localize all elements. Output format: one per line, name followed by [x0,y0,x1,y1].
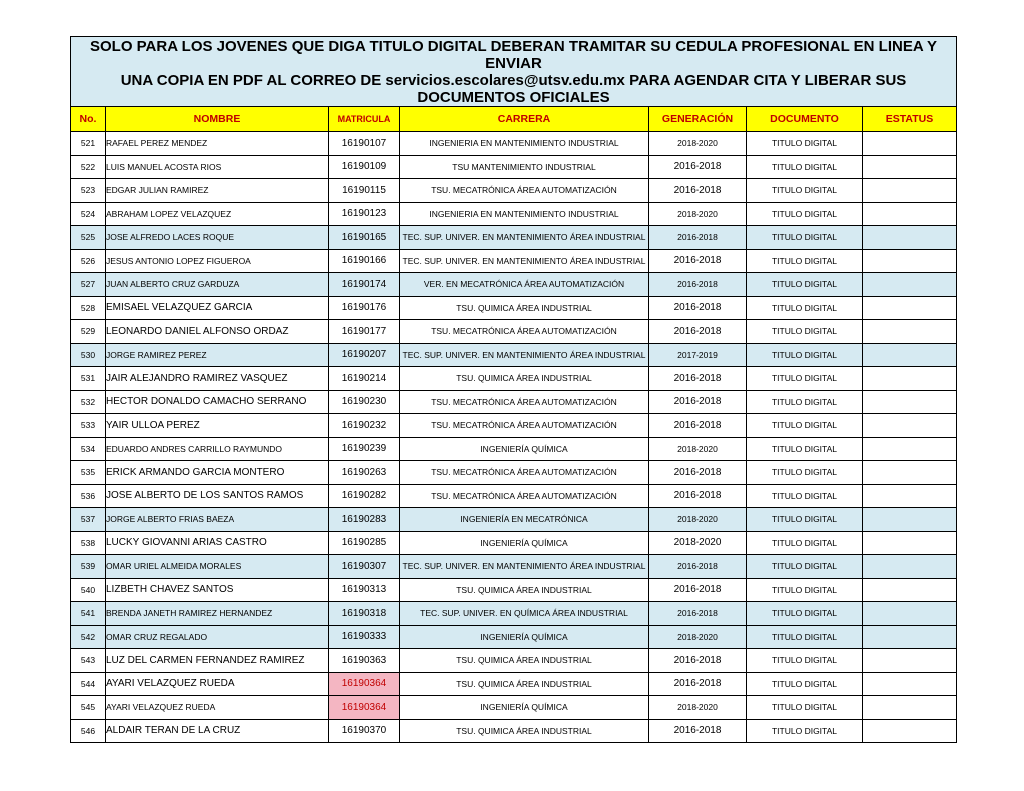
cell-nombre: RAFAEL PEREZ MENDEZ [106,132,329,156]
cell-documento: TITULO DIGITAL [747,273,863,297]
cell-nombre: LUZ DEL CARMEN FERNANDEZ RAMIREZ [106,649,329,673]
col-header-estatus: ESTATUS [863,107,957,132]
cell-matricula: 16190307 [329,555,400,579]
cell-matricula: 16190333 [329,625,400,649]
cell-matricula: 16190370 [329,719,400,743]
cell-generacion: 2017-2019 [649,343,747,367]
cell-carrera: TSU. QUIMICA ÁREA INDUSTRIAL [400,719,649,743]
cell-estatus [863,484,957,508]
cell-no: 528 [71,296,106,320]
notice-line-3: DOCUMENTOS OFICIALES [417,89,610,106]
cell-estatus [863,531,957,555]
cell-nombre: OMAR CRUZ REGALADO [106,625,329,649]
cell-no: 534 [71,437,106,461]
cell-generacion: 2016-2018 [649,555,747,579]
cell-documento: TITULO DIGITAL [747,672,863,696]
cell-estatus [863,226,957,250]
cell-nombre: AYARI VELAZQUEZ RUEDA [106,696,329,720]
col-header-nombre: NOMBRE [106,107,329,132]
table-row [71,555,957,579]
table-row [71,649,957,673]
cell-estatus [863,320,957,344]
cell-generacion: 2018-2020 [649,508,747,532]
cell-carrera: INGENIERÍA EN MECATRÓNICA [400,508,649,532]
cell-generacion: 2016-2018 [649,461,747,485]
cell-generacion: 2016-2018 [649,649,747,673]
cell-no: 523 [71,179,106,203]
table-row [71,696,957,720]
cell-documento: TITULO DIGITAL [747,719,863,743]
cell-matricula: 16190364 [329,672,400,696]
cell-nombre: JUAN ALBERTO CRUZ GARDUZA [106,273,329,297]
table-row [71,296,957,320]
cell-estatus [863,437,957,461]
cell-no: 546 [71,719,106,743]
cell-matricula: 16190285 [329,531,400,555]
cell-generacion: 2018-2020 [649,531,747,555]
cell-documento: TITULO DIGITAL [747,390,863,414]
cell-generacion: 2016-2018 [649,367,747,391]
cell-carrera: INGENIERIA EN MANTENIMIENTO INDUSTRIAL [400,132,649,156]
cell-generacion: 2018-2020 [649,625,747,649]
cell-matricula: 16190239 [329,437,400,461]
cell-carrera: VER. EN MECATRÓNICA ÁREA AUTOMATIZACIÓN [400,273,649,297]
cell-nombre: EDGAR JULIAN RAMIREZ [106,179,329,203]
cell-documento: TITULO DIGITAL [747,226,863,250]
cell-nombre: JORGE ALBERTO FRIAS BAEZA [106,508,329,532]
cell-matricula: 16190214 [329,367,400,391]
cell-nombre: LUIS MANUEL ACOSTA RIOS [106,155,329,179]
cell-documento: TITULO DIGITAL [747,578,863,602]
cell-documento: TITULO DIGITAL [747,484,863,508]
cell-carrera: TSU. MECATRÓNICA ÁREA AUTOMATIZACIÓN [400,179,649,203]
cell-documento: TITULO DIGITAL [747,602,863,626]
cell-carrera: INGENIERÍA QUÍMICA [400,625,649,649]
cell-no: 526 [71,249,106,273]
notice-line-1: SOLO PARA LOS JOVENES QUE DIGA TITULO DIGITAL DEBERAN TRAMITAR SU CEDULA PROFESIONAL EN LINEA Y ENVIAR [90,38,937,72]
cell-matricula: 16190166 [329,249,400,273]
cell-carrera: TSU. MECATRÓNICA ÁREA AUTOMATIZACIÓN [400,414,649,438]
cell-estatus [863,578,957,602]
cell-carrera: INGENIERÍA QUÍMICA [400,696,649,720]
cell-generacion: 2016-2018 [649,320,747,344]
table-row [71,273,957,297]
cell-matricula: 16190364 [329,696,400,720]
table-row [71,719,957,743]
cell-estatus [863,649,957,673]
cell-generacion: 2016-2018 [649,719,747,743]
cell-no: 544 [71,672,106,696]
cell-documento: TITULO DIGITAL [747,649,863,673]
table-row [71,437,957,461]
cell-no: 541 [71,602,106,626]
cell-documento: TITULO DIGITAL [747,461,863,485]
cell-estatus [863,249,957,273]
cell-nombre: EDUARDO ANDRES CARRILLO RAYMUNDO [106,437,329,461]
cell-generacion: 2018-2020 [649,202,747,226]
cell-matricula: 16190165 [329,226,400,250]
cell-nombre: JORGE RAMIREZ PEREZ [106,343,329,367]
cell-nombre: HECTOR DONALDO CAMACHO SERRANO [106,390,329,414]
cell-estatus [863,179,957,203]
cell-generacion: 2018-2020 [649,132,747,156]
cell-nombre: JAIR ALEJANDRO RAMIREZ VASQUEZ [106,367,329,391]
cell-no: 531 [71,367,106,391]
cell-estatus [863,343,957,367]
cell-carrera: INGENIERÍA QUÍMICA [400,531,649,555]
cell-carrera: TSU. QUIMICA ÁREA INDUSTRIAL [400,649,649,673]
cell-documento: TITULO DIGITAL [747,508,863,532]
table-row [71,343,957,367]
cell-matricula: 16190263 [329,461,400,485]
student-table [70,36,957,743]
cell-carrera: TEC. SUP. UNIVER. EN MANTENIMIENTO ÁREA INDUSTRIAL [400,555,649,579]
cell-carrera: TSU MANTENIMIENTO INDUSTRIAL [400,155,649,179]
cell-documento: TITULO DIGITAL [747,179,863,203]
cell-no: 522 [71,155,106,179]
cell-generacion: 2016-2018 [649,226,747,250]
table-row [71,672,957,696]
table-body [71,132,957,743]
cell-documento: TITULO DIGITAL [747,414,863,438]
table-row [71,414,957,438]
table-row [71,155,957,179]
cell-no: 545 [71,696,106,720]
cell-carrera: TSU. MECATRÓNICA ÁREA AUTOMATIZACIÓN [400,461,649,485]
cell-estatus [863,672,957,696]
cell-no: 530 [71,343,106,367]
cell-matricula: 16190123 [329,202,400,226]
cell-carrera: TSU. MECATRÓNICA ÁREA AUTOMATIZACIÓN [400,320,649,344]
cell-estatus [863,625,957,649]
cell-estatus [863,367,957,391]
table-row [71,179,957,203]
cell-documento: TITULO DIGITAL [747,531,863,555]
cell-no: 525 [71,226,106,250]
cell-documento: TITULO DIGITAL [747,249,863,273]
cell-no: 543 [71,649,106,673]
cell-matricula: 16190174 [329,273,400,297]
cell-generacion: 2016-2018 [649,273,747,297]
cell-matricula: 16190207 [329,343,400,367]
cell-generacion: 2016-2018 [649,179,747,203]
cell-matricula: 16190318 [329,602,400,626]
cell-estatus [863,414,957,438]
cell-matricula: 16190282 [329,484,400,508]
cell-generacion: 2016-2018 [649,578,747,602]
cell-generacion: 2018-2020 [649,696,747,720]
cell-nombre: JOSE ALFREDO LACES ROQUE [106,226,329,250]
col-header-carrera: CARRERA [400,107,649,132]
table-row [71,625,957,649]
notice-line-2: UNA COPIA EN PDF AL CORREO DE servicios.escolares@utsv.edu.mx PARA AGENDAR CITA Y LIBERAR SUS [120,72,907,89]
column-header-row [71,107,957,132]
cell-documento: TITULO DIGITAL [747,155,863,179]
cell-no: 521 [71,132,106,156]
table-row [71,531,957,555]
cell-estatus [863,390,957,414]
cell-estatus [863,461,957,485]
table-row [71,484,957,508]
cell-generacion: 2016-2018 [649,602,747,626]
cell-nombre: AYARI VELAZQUEZ RUEDA [106,672,329,696]
cell-nombre: EMISAEL VELAZQUEZ GARCIA [106,296,329,320]
notice-banner [71,37,957,107]
cell-nombre: JESUS ANTONIO LOPEZ FIGUEROA [106,249,329,273]
table-row [71,249,957,273]
cell-nombre: LUCKY GIOVANNI ARIAS CASTRO [106,531,329,555]
col-header-generacion: GENERACIÓN [649,107,747,132]
table-row [71,508,957,532]
cell-carrera: INGENIERIA EN MANTENIMIENTO INDUSTRIAL [400,202,649,226]
cell-estatus [863,696,957,720]
cell-carrera: TSU. QUIMICA ÁREA INDUSTRIAL [400,672,649,696]
cell-documento: TITULO DIGITAL [747,132,863,156]
cell-nombre: LEONARDO DANIEL ALFONSO ORDAZ [106,320,329,344]
cell-carrera: TEC. SUP. UNIVER. EN MANTENIMIENTO ÁREA INDUSTRIAL [400,249,649,273]
cell-no: 527 [71,273,106,297]
cell-nombre: ALDAIR TERAN DE LA CRUZ [106,719,329,743]
cell-no: 537 [71,508,106,532]
cell-nombre: BRENDA JANETH RAMIREZ HERNANDEZ [106,602,329,626]
cell-no: 532 [71,390,106,414]
cell-nombre: YAIR ULLOA PEREZ [106,414,329,438]
cell-carrera: TSU. QUIMICA ÁREA INDUSTRIAL [400,367,649,391]
cell-nombre: JOSE ALBERTO DE LOS SANTOS RAMOS [106,484,329,508]
cell-generacion: 2018-2020 [649,437,747,461]
col-header-matricula: MATRICULA [329,107,400,132]
cell-documento: TITULO DIGITAL [747,367,863,391]
cell-matricula: 16190109 [329,155,400,179]
col-header-no: No. [71,107,106,132]
cell-generacion: 2016-2018 [649,390,747,414]
cell-no: 538 [71,531,106,555]
cell-matricula: 16190115 [329,179,400,203]
cell-carrera: TSU. MECATRÓNICA ÁREA AUTOMATIZACIÓN [400,484,649,508]
table-row [71,226,957,250]
cell-matricula: 16190177 [329,320,400,344]
cell-nombre: LIZBETH CHAVEZ SANTOS [106,578,329,602]
cell-matricula: 16190107 [329,132,400,156]
cell-generacion: 2016-2018 [649,414,747,438]
table-row [71,602,957,626]
cell-carrera: TSU. MECATRÓNICA ÁREA AUTOMATIZACIÓN [400,390,649,414]
cell-matricula: 16190363 [329,649,400,673]
table-row [71,202,957,226]
cell-no: 524 [71,202,106,226]
cell-estatus [863,155,957,179]
cell-generacion: 2016-2018 [649,296,747,320]
cell-matricula: 16190176 [329,296,400,320]
cell-generacion: 2016-2018 [649,155,747,179]
cell-matricula: 16190283 [329,508,400,532]
cell-carrera: TEC. SUP. UNIVER. EN MANTENIMIENTO ÁREA INDUSTRIAL [400,343,649,367]
cell-documento: TITULO DIGITAL [747,202,863,226]
cell-matricula: 16190313 [329,578,400,602]
cell-estatus [863,555,957,579]
cell-documento: TITULO DIGITAL [747,555,863,579]
cell-matricula: 16190232 [329,414,400,438]
table-row [71,367,957,391]
cell-estatus [863,602,957,626]
cell-no: 529 [71,320,106,344]
cell-carrera: TSU. QUIMICA ÁREA INDUSTRIAL [400,296,649,320]
table-row [71,578,957,602]
cell-matricula: 16190230 [329,390,400,414]
cell-estatus [863,296,957,320]
cell-no: 535 [71,461,106,485]
cell-estatus [863,202,957,226]
cell-estatus [863,508,957,532]
table-row [71,320,957,344]
cell-generacion: 2016-2018 [649,672,747,696]
cell-nombre: ERICK ARMANDO GARCIA MONTERO [106,461,329,485]
cell-estatus [863,273,957,297]
cell-documento: TITULO DIGITAL [747,320,863,344]
cell-generacion: 2016-2018 [649,249,747,273]
cell-no: 542 [71,625,106,649]
cell-documento: TITULO DIGITAL [747,696,863,720]
cell-no: 533 [71,414,106,438]
cell-documento: TITULO DIGITAL [747,437,863,461]
cell-carrera: TEC. SUP. UNIVER. EN MANTENIMIENTO ÁREA INDUSTRIAL [400,226,649,250]
cell-documento: TITULO DIGITAL [747,296,863,320]
cell-generacion: 2016-2018 [649,484,747,508]
cell-no: 539 [71,555,106,579]
cell-nombre: OMAR URIEL ALMEIDA MORALES [106,555,329,579]
cell-carrera: INGENIERÍA QUÍMICA [400,437,649,461]
table-row [71,461,957,485]
cell-documento: TITULO DIGITAL [747,625,863,649]
cell-carrera: TSU. QUIMICA ÁREA INDUSTRIAL [400,578,649,602]
table-row [71,390,957,414]
cell-no: 540 [71,578,106,602]
cell-estatus [863,719,957,743]
cell-nombre: ABRAHAM LOPEZ VELAZQUEZ [106,202,329,226]
cell-no: 536 [71,484,106,508]
cell-estatus [863,132,957,156]
cell-documento: TITULO DIGITAL [747,343,863,367]
cell-carrera: TEC. SUP. UNIVER. EN QUÍMICA ÁREA INDUSTRIAL [400,602,649,626]
col-header-documento: DOCUMENTO [747,107,863,132]
table-row [71,132,957,156]
